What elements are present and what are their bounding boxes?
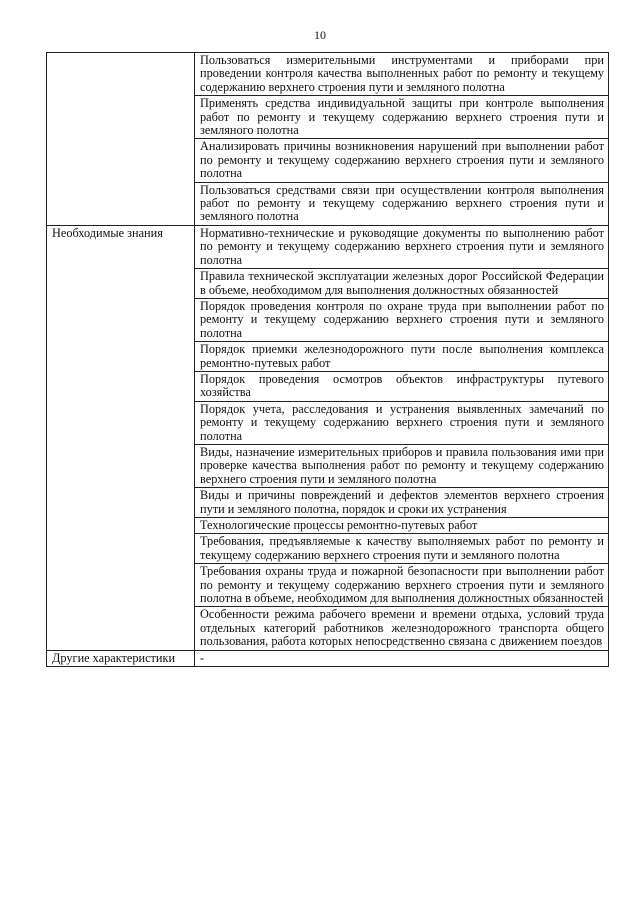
knowledge-label-cell — [47, 488, 195, 518]
table-row — [47, 534, 609, 564]
knowledge-label-cell — [47, 371, 195, 401]
other-label: Другие характеристики — [47, 650, 195, 666]
table-row — [47, 182, 609, 225]
table-row — [47, 53, 609, 96]
table-row — [47, 401, 609, 444]
knowledge-item: Виды и причины повреждений и дефектов элементов верхнего строения пути и земляного полотна, порядок и сроки их устранения — [195, 488, 609, 518]
table-row — [47, 650, 609, 666]
knowledge-item: Требования охраны труда и пожарной безопасности при выполнении работ по ремонту и текущему содержанию верхнего строения пути и земляного полотна в объеме, необходимом для выполнения должностных обязанностей — [195, 564, 609, 607]
competency-table — [46, 52, 609, 667]
other-value: - — [195, 650, 609, 666]
knowledge-label-cell — [47, 298, 195, 341]
table-row — [47, 298, 609, 341]
knowledge-item: Порядок приемки железнодорожного пути после выполнения комплекса ремонтно-путевых работ — [195, 342, 609, 372]
knowledge-label-cell — [47, 444, 195, 487]
skill-item: Пользоваться средствами связи при осуществлении контроля выполнения работ по ремонту и текущему содержанию верхнего строения пути и земляного полотна — [195, 182, 609, 225]
table-row — [47, 139, 609, 182]
knowledge-item: Требования, предъявляемые к качеству выполняемых работ по ремонту и текущему содержанию верхнего строения пути и земляного полотна — [195, 534, 609, 564]
table-row — [47, 488, 609, 518]
skill-item: Пользоваться измерительными инструментами и приборами при проведении контроля качества выполненных работ по ремонту и текущему содержанию верхнего строения пути и земляного полотна — [195, 53, 609, 96]
table-row — [47, 225, 609, 268]
knowledge-item: Порядок проведения осмотров объектов инфраструктуры путевого хозяйства — [195, 371, 609, 401]
knowledge-item: Правила технической эксплуатации железных дорог Российской Федерации в объеме, необходимом для выполнения должностных обязанностей — [195, 269, 609, 299]
page-number: 10 — [314, 28, 326, 42]
table-row — [47, 96, 609, 139]
knowledge-item: Виды, назначение измерительных приборов и правила пользования ими при проверке качества выполнения работ по ремонту и текущему содержанию верхнего строения пути и земляного полотна — [195, 444, 609, 487]
skill-item: Применять средства индивидуальной защиты при контроле выполнения работ по ремонту и текущему содержанию верхнего строения пути и земляного полотна — [195, 96, 609, 139]
knowledge-label-cell — [47, 564, 195, 607]
table-row — [47, 518, 609, 534]
skill-item: Анализировать причины возникновения нарушений при выполнении работ по ремонту и текущему содержанию верхнего строения пути и земляного полотна — [195, 139, 609, 182]
knowledge-item: Порядок учета, расследования и устранения выявленных замечаний по ремонту и текущему содержанию верхнего строения пути и земляного полотна — [195, 401, 609, 444]
table-row — [47, 444, 609, 487]
knowledge-label-cell — [47, 342, 195, 372]
knowledge-item: Нормативно-технические и руководящие документы по выполнению работ по ремонту и текущему содержанию верхнего строения пути и земляного полотна — [195, 225, 609, 268]
skills-label-cell — [47, 96, 195, 139]
knowledge-label-cell — [47, 269, 195, 299]
table-row — [47, 342, 609, 372]
knowledge-label-cell — [47, 518, 195, 534]
knowledge-item: Порядок проведения контроля по охране труда при выполнении работ по ремонту и текущему содержанию верхнего строения пути и земляного полотна — [195, 298, 609, 341]
knowledge-label-cell — [47, 607, 195, 650]
knowledge-label-cell — [47, 534, 195, 564]
table-row — [47, 607, 609, 650]
skills-label-cell — [47, 182, 195, 225]
table-row — [47, 269, 609, 299]
skills-label-cell — [47, 53, 195, 96]
knowledge-label: Необходимые знания — [47, 225, 195, 268]
table-row — [47, 371, 609, 401]
knowledge-item: Особенности режима рабочего времени и времени отдыха, условий труда отдельных категорий работников железнодорожного транспорта общего пользования, работа которых непосредственно связана с движением поездов — [195, 607, 609, 650]
table-row — [47, 564, 609, 607]
knowledge-label-cell — [47, 401, 195, 444]
knowledge-item: Технологические процессы ремонтно-путевых работ — [195, 518, 609, 534]
skills-label-cell — [47, 139, 195, 182]
